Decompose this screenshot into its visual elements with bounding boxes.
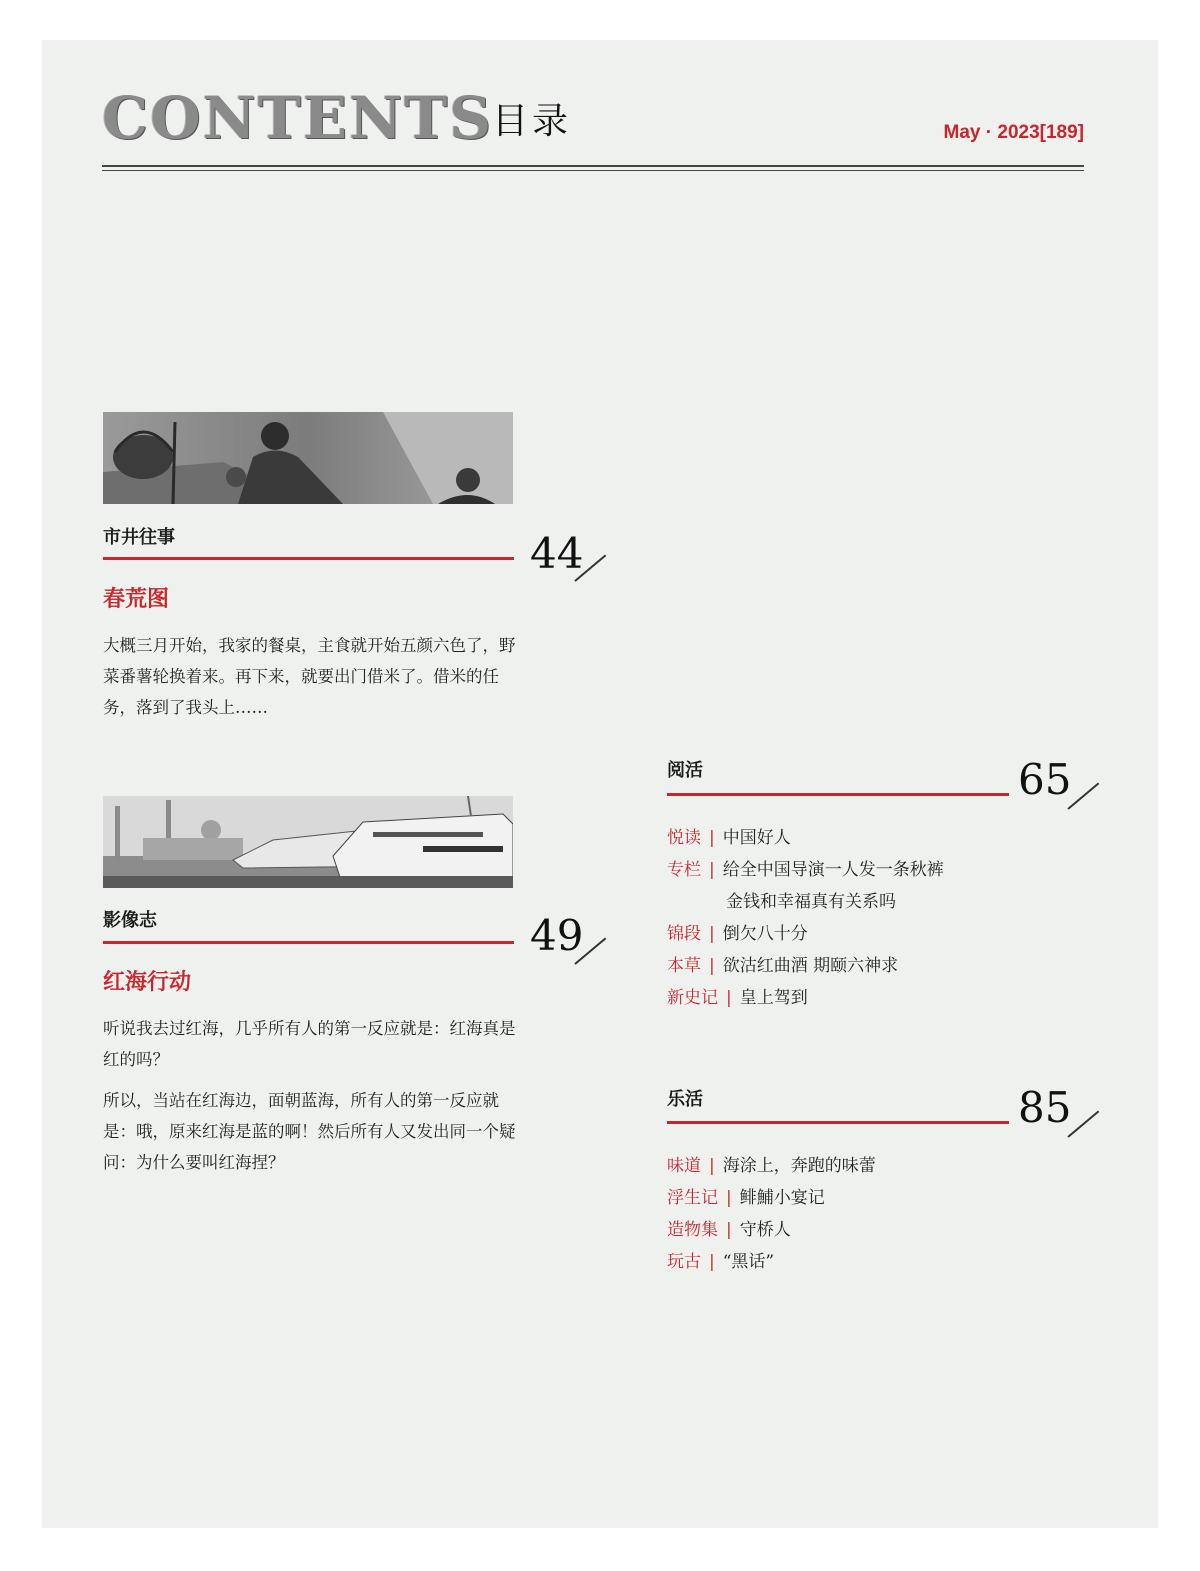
lehuo-page-number[interactable]: 85 — [1018, 1083, 1072, 1132]
toc-category: 本草 — [667, 956, 701, 976]
separator: | — [709, 1156, 715, 1176]
toc-title: 倒欠八十分 — [722, 924, 808, 944]
separator: | — [726, 988, 732, 1008]
toc-item[interactable] — [667, 982, 944, 1014]
yuehuo-page-number[interactable]: 65 — [1018, 755, 1072, 804]
header-rule-thin — [102, 170, 1084, 171]
toc-item[interactable] — [667, 918, 944, 950]
yuehuo-section: 阅活 — [667, 760, 703, 781]
separator: | — [726, 1220, 732, 1240]
feature2-section: 影像志 — [103, 910, 157, 931]
lehuo-slash — [1067, 1111, 1099, 1138]
toc-item[interactable] — [667, 1182, 876, 1214]
toc-title: 皇上驾到 — [739, 988, 808, 1008]
toc-item[interactable] — [667, 1214, 876, 1246]
toc-item[interactable] — [667, 1150, 876, 1182]
separator: | — [709, 924, 715, 944]
toc-title: 欲沽红曲酒 期颐六神求 — [722, 956, 899, 976]
lehuo-section: 乐活 — [667, 1089, 703, 1110]
feature2-page-number[interactable]: 49 — [530, 911, 584, 960]
separator: | — [709, 956, 715, 976]
feature2-paragraph: 所以，当站在红海边，面朝蓝海，所有人的第一反应就是：哦，原来红海是蓝的啊！然后所有人又发出同一个疑问：为什么要叫红海捏？ — [103, 1091, 516, 1172]
feature2-title[interactable]: 红海行动 — [103, 970, 192, 995]
toc-title: “黑话” — [722, 1252, 775, 1272]
header-rule — [102, 165, 1084, 167]
yuehuo-rule — [667, 793, 1009, 796]
contents-title: CONTENTS — [102, 84, 494, 152]
toc-title: 守桥人 — [739, 1220, 791, 1240]
feature1-rule — [103, 557, 514, 560]
toc-item[interactable] — [667, 854, 944, 886]
toc-title: 中国好人 — [722, 828, 791, 848]
toc-title: 给全中国导演一人发一条秋裤 — [722, 860, 944, 880]
feature1-section: 市井往事 — [103, 527, 175, 548]
toc-category: 浮生记 — [667, 1188, 718, 1208]
toc-category: 新史记 — [667, 988, 718, 1008]
toc-item[interactable] — [667, 950, 944, 982]
lehuo-list — [667, 1150, 876, 1278]
separator: | — [709, 860, 715, 880]
yuehuo-slash — [1067, 783, 1099, 810]
separator: | — [709, 828, 715, 848]
feature2-rule — [103, 941, 514, 944]
yuehuo-list — [667, 822, 944, 1014]
separator: | — [726, 1188, 732, 1208]
toc-title: 海涂上，奔跑的味蕾 — [722, 1156, 876, 1176]
toc-category: 玩古 — [667, 1252, 701, 1272]
lehuo-rule — [667, 1121, 1009, 1124]
toc-item[interactable] — [667, 822, 944, 854]
feature1-body — [103, 630, 521, 723]
issue-date: May · 2023[189] — [943, 122, 1084, 143]
toc-title: 鲱鯆小宴记 — [739, 1188, 825, 1208]
contents-page — [42, 40, 1158, 1528]
toc-item[interactable] — [667, 1246, 876, 1278]
toc-category: 锦段 — [667, 924, 701, 944]
feature2-photo[interactable] — [103, 796, 513, 888]
toc-category: 味道 — [667, 1156, 701, 1176]
toc-category: 悦读 — [667, 828, 701, 848]
toc-category: 造物集 — [667, 1220, 718, 1240]
feature2-paragraph: 听说我去过红海，几乎所有人的第一反应就是：红海真是红的吗？ — [103, 1019, 516, 1069]
toc-item-continuation[interactable]: 金钱和幸福真有关系吗 — [726, 892, 896, 912]
separator: | — [709, 1252, 715, 1272]
feature1-photo[interactable] — [103, 412, 513, 504]
toc-category: 专栏 — [667, 860, 701, 880]
contents-title-cn: 目录 — [492, 101, 573, 142]
feature1-paragraph: 大概三月开始，我家的餐桌，主食就开始五颜六色了，野菜番薯轮换着来。再下来，就要出门借米了。借米的任务，落到了我头上…… — [103, 636, 516, 717]
feature2-body — [103, 1013, 521, 1178]
feature1-title[interactable]: 春荒图 — [103, 587, 170, 612]
feature1-page-number[interactable]: 44 — [530, 529, 584, 578]
